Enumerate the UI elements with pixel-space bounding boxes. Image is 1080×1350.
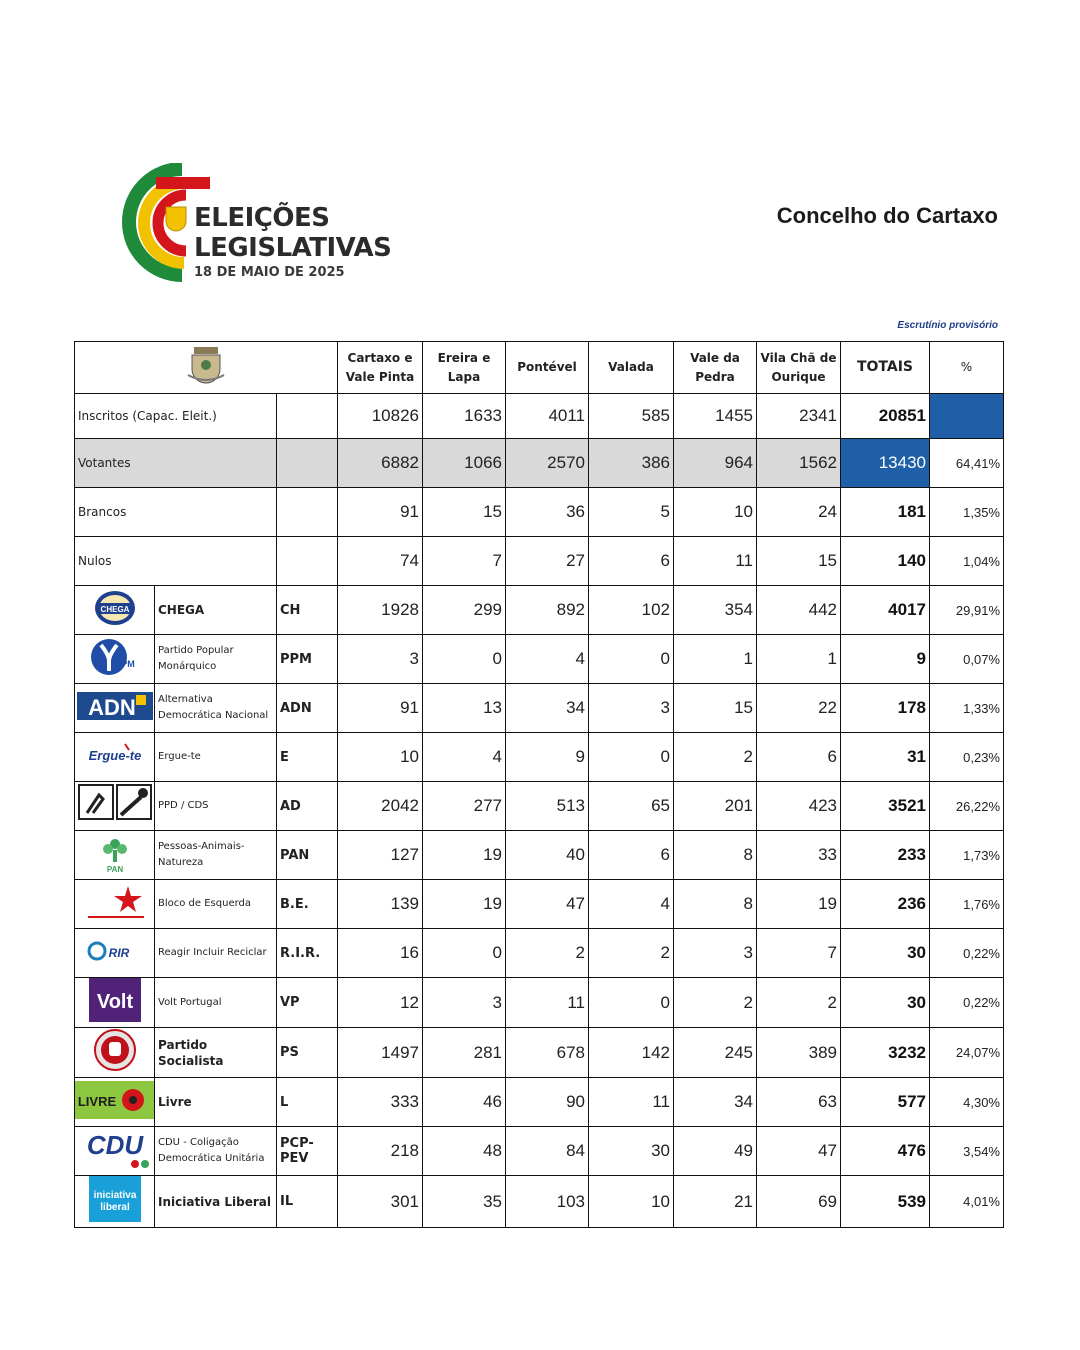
value-cell: 1928 bbox=[338, 586, 423, 635]
value-cell: 30 bbox=[589, 1127, 674, 1176]
value-cell: 11 bbox=[674, 537, 757, 586]
adn-logo bbox=[76, 689, 154, 728]
value-cell: 442 bbox=[757, 586, 841, 635]
empty-cell bbox=[277, 394, 338, 439]
value-cell: 964 bbox=[674, 439, 757, 488]
value-cell: 4 bbox=[506, 635, 589, 684]
pct-cell: 64,41% bbox=[930, 439, 1004, 488]
value-cell: 1455 bbox=[674, 394, 757, 439]
pct-cell: 1,76% bbox=[930, 880, 1004, 929]
total-cell: 3521 bbox=[841, 782, 930, 831]
party-name: Volt Portugal bbox=[155, 978, 277, 1028]
value-cell: 0 bbox=[423, 929, 506, 978]
value-cell: 3 bbox=[674, 929, 757, 978]
party-logo-cell bbox=[75, 880, 155, 929]
pan-logo bbox=[95, 832, 135, 879]
empty-cell bbox=[277, 488, 338, 537]
value-cell: 1562 bbox=[757, 439, 841, 488]
value-cell: 36 bbox=[506, 488, 589, 537]
pct-cell bbox=[930, 394, 1004, 439]
value-cell: 27 bbox=[506, 537, 589, 586]
col-header-totals: TOTAIS bbox=[841, 342, 930, 394]
rir-logo bbox=[85, 936, 145, 971]
party-name: Partido Popular Monárquico bbox=[155, 635, 277, 684]
crest-cell bbox=[75, 342, 338, 394]
col-header: Valada bbox=[589, 342, 674, 394]
value-cell: 386 bbox=[589, 439, 674, 488]
value-cell: 2 bbox=[674, 733, 757, 782]
value-cell: 4 bbox=[423, 733, 506, 782]
total-cell: 3232 bbox=[841, 1028, 930, 1078]
value-cell: 139 bbox=[338, 880, 423, 929]
erguete-logo bbox=[85, 740, 145, 775]
value-cell: 69 bbox=[757, 1176, 841, 1228]
value-cell: 678 bbox=[506, 1028, 589, 1078]
value-cell: 15 bbox=[423, 488, 506, 537]
party-abbr: CH bbox=[277, 586, 338, 635]
value-cell: 7 bbox=[423, 537, 506, 586]
value-cell: 513 bbox=[506, 782, 589, 831]
value-cell: 21 bbox=[674, 1176, 757, 1228]
value-cell: 245 bbox=[674, 1028, 757, 1078]
value-cell: 2 bbox=[506, 929, 589, 978]
value-cell: 6 bbox=[757, 733, 841, 782]
value-cell: 1633 bbox=[423, 394, 506, 439]
il-logo bbox=[89, 1176, 141, 1227]
pct-cell: 0,23% bbox=[930, 733, 1004, 782]
party-logo-cell bbox=[75, 635, 155, 684]
value-cell: 15 bbox=[674, 684, 757, 733]
summary-row-inscritos bbox=[75, 394, 1004, 439]
party-abbr: ADN bbox=[277, 684, 338, 733]
results-table bbox=[74, 341, 1004, 1228]
svg-text:PAN: PAN bbox=[106, 864, 123, 874]
value-cell: 201 bbox=[674, 782, 757, 831]
total-cell: 30 bbox=[841, 929, 930, 978]
party-logo-cell bbox=[75, 1078, 155, 1127]
value-cell: 0 bbox=[589, 978, 674, 1028]
party-logo-cell bbox=[75, 733, 155, 782]
value-cell: 46 bbox=[423, 1078, 506, 1127]
party-row bbox=[75, 586, 1004, 635]
party-logo-cell bbox=[75, 929, 155, 978]
party-name: CHEGA bbox=[155, 586, 277, 635]
value-cell: 6 bbox=[589, 537, 674, 586]
value-cell: 333 bbox=[338, 1078, 423, 1127]
value-cell: 585 bbox=[589, 394, 674, 439]
svg-text:CHEGA: CHEGA bbox=[100, 604, 129, 614]
total-cell: 181 bbox=[841, 488, 930, 537]
value-cell: 0 bbox=[589, 635, 674, 684]
party-abbr: PS bbox=[277, 1028, 338, 1078]
pct-cell: 4,30% bbox=[930, 1078, 1004, 1127]
party-logo-cell bbox=[75, 978, 155, 1028]
col-header: Cartaxo e Vale Pinta bbox=[338, 342, 423, 394]
value-cell: 47 bbox=[506, 880, 589, 929]
party-name: Partido Socialista bbox=[155, 1028, 277, 1078]
party-name: Bloco de Esquerda bbox=[155, 880, 277, 929]
value-cell: 33 bbox=[757, 831, 841, 880]
value-cell: 389 bbox=[757, 1028, 841, 1078]
value-cell: 142 bbox=[589, 1028, 674, 1078]
party-row bbox=[75, 929, 1004, 978]
value-cell: 10 bbox=[338, 733, 423, 782]
chega-logo bbox=[89, 588, 141, 633]
party-name: Iniciativa Liberal bbox=[155, 1176, 277, 1228]
value-cell: 35 bbox=[423, 1176, 506, 1228]
pct-cell: 0,22% bbox=[930, 978, 1004, 1028]
value-cell: 11 bbox=[589, 1078, 674, 1127]
value-cell: 892 bbox=[506, 586, 589, 635]
value-cell: 19 bbox=[423, 880, 506, 929]
value-cell: 19 bbox=[757, 880, 841, 929]
pct-cell: 4,01% bbox=[930, 1176, 1004, 1228]
page-title: Concelho do Cartaxo bbox=[776, 203, 998, 228]
total-cell: 233 bbox=[841, 831, 930, 880]
logo-title-line1: ELEIÇÕES bbox=[194, 203, 330, 233]
value-cell: 15 bbox=[757, 537, 841, 586]
party-name: PPD / CDS bbox=[155, 782, 277, 831]
empty-cell bbox=[277, 439, 338, 488]
value-cell: 34 bbox=[674, 1078, 757, 1127]
row-label: Inscritos (Capac. Eleit.) bbox=[75, 394, 277, 439]
party-abbr: B.E. bbox=[277, 880, 338, 929]
party-abbr: R.I.R. bbox=[277, 929, 338, 978]
table-header-row bbox=[75, 342, 1004, 394]
value-cell: 22 bbox=[757, 684, 841, 733]
party-name: Pessoas-Animais-Natureza bbox=[155, 831, 277, 880]
value-cell: 11 bbox=[506, 978, 589, 1028]
party-name: Alternativa Democrática Nacional bbox=[155, 684, 277, 733]
pct-cell: 1,73% bbox=[930, 831, 1004, 880]
pct-cell: 3,54% bbox=[930, 1127, 1004, 1176]
total-cell: 9 bbox=[841, 635, 930, 684]
value-cell: 10 bbox=[674, 488, 757, 537]
party-row bbox=[75, 880, 1004, 929]
total-cell: 236 bbox=[841, 880, 930, 929]
total-cell: 577 bbox=[841, 1078, 930, 1127]
pct-cell: 1,35% bbox=[930, 488, 1004, 537]
ad-logo bbox=[77, 783, 153, 830]
summary-row-brancos bbox=[75, 488, 1004, 537]
value-cell: 3 bbox=[423, 978, 506, 1028]
party-abbr: E bbox=[277, 733, 338, 782]
party-row bbox=[75, 1078, 1004, 1127]
value-cell: 127 bbox=[338, 831, 423, 880]
value-cell: 9 bbox=[506, 733, 589, 782]
value-cell: 8 bbox=[674, 880, 757, 929]
row-label: Brancos bbox=[75, 488, 277, 537]
value-cell: 16 bbox=[338, 929, 423, 978]
party-abbr: PAN bbox=[277, 831, 338, 880]
party-logo-cell bbox=[75, 1176, 155, 1228]
total-cell: 140 bbox=[841, 537, 930, 586]
value-cell: 48 bbox=[423, 1127, 506, 1176]
row-label: Votantes bbox=[75, 439, 277, 488]
total-cell: 30 bbox=[841, 978, 930, 1028]
value-cell: 19 bbox=[423, 831, 506, 880]
party-abbr: AD bbox=[277, 782, 338, 831]
value-cell: 3 bbox=[589, 684, 674, 733]
col-header: Vila Chã de Ourique bbox=[757, 342, 841, 394]
value-cell: 10826 bbox=[338, 394, 423, 439]
pct-cell: 1,33% bbox=[930, 684, 1004, 733]
value-cell: 2 bbox=[674, 978, 757, 1028]
pct-cell: 0,07% bbox=[930, 635, 1004, 684]
value-cell: 1 bbox=[674, 635, 757, 684]
value-cell: 49 bbox=[674, 1127, 757, 1176]
party-logo-cell bbox=[75, 1127, 155, 1176]
col-header: Ereira e Lapa bbox=[423, 342, 506, 394]
party-logo-cell bbox=[75, 586, 155, 635]
value-cell: 3 bbox=[338, 635, 423, 684]
value-cell: 102 bbox=[589, 586, 674, 635]
ps-logo bbox=[89, 1028, 141, 1077]
svg-text:PPM: PPM bbox=[114, 658, 135, 669]
value-cell: 84 bbox=[506, 1127, 589, 1176]
svg-text:RIR: RIR bbox=[108, 945, 129, 960]
value-cell: 91 bbox=[338, 684, 423, 733]
value-cell: 299 bbox=[423, 586, 506, 635]
value-cell: 47 bbox=[757, 1127, 841, 1176]
party-row bbox=[75, 1127, 1004, 1176]
value-cell: 354 bbox=[674, 586, 757, 635]
party-row bbox=[75, 1176, 1004, 1228]
value-cell: 74 bbox=[338, 537, 423, 586]
value-cell: 7 bbox=[757, 929, 841, 978]
value-cell: 2 bbox=[757, 978, 841, 1028]
value-cell: 0 bbox=[589, 733, 674, 782]
value-cell: 6 bbox=[589, 831, 674, 880]
party-row bbox=[75, 733, 1004, 782]
value-cell: 281 bbox=[423, 1028, 506, 1078]
total-cell: 178 bbox=[841, 684, 930, 733]
party-logo-cell bbox=[75, 684, 155, 733]
elections-logo bbox=[104, 163, 392, 293]
value-cell: 0 bbox=[423, 635, 506, 684]
party-abbr: L bbox=[277, 1078, 338, 1127]
value-cell: 218 bbox=[338, 1127, 423, 1176]
party-logo-cell bbox=[75, 1028, 155, 1078]
value-cell: 4011 bbox=[506, 394, 589, 439]
party-name: Reagir Incluir Reciclar bbox=[155, 929, 277, 978]
pct-cell: 26,22% bbox=[930, 782, 1004, 831]
value-cell: 2570 bbox=[506, 439, 589, 488]
value-cell: 91 bbox=[338, 488, 423, 537]
value-cell: 301 bbox=[338, 1176, 423, 1228]
party-abbr: PPM bbox=[277, 635, 338, 684]
pct-cell: 24,07% bbox=[930, 1028, 1004, 1078]
logo-date: 18 DE MAIO DE 2025 bbox=[194, 265, 345, 280]
svg-text:Volt: Volt bbox=[96, 991, 133, 1013]
status-label: Escrutínio provisório bbox=[897, 320, 998, 331]
party-row bbox=[75, 1028, 1004, 1078]
value-cell: 5 bbox=[589, 488, 674, 537]
value-cell: 34 bbox=[506, 684, 589, 733]
value-cell: 4 bbox=[589, 880, 674, 929]
value-cell: 6882 bbox=[338, 439, 423, 488]
value-cell: 12 bbox=[338, 978, 423, 1028]
summary-row-nulos bbox=[75, 537, 1004, 586]
party-row bbox=[75, 782, 1004, 831]
total-cell: 31 bbox=[841, 733, 930, 782]
value-cell: 13 bbox=[423, 684, 506, 733]
svg-text:iniciativa: iniciativa bbox=[93, 1190, 136, 1201]
value-cell: 1 bbox=[757, 635, 841, 684]
value-cell: 277 bbox=[423, 782, 506, 831]
svg-text:Ergue-te: Ergue-te bbox=[88, 747, 141, 763]
summary-row-votantes bbox=[75, 439, 1004, 488]
party-logo-cell bbox=[75, 782, 155, 831]
party-abbr: VP bbox=[277, 978, 338, 1028]
pct-cell: 1,04% bbox=[930, 537, 1004, 586]
value-cell: 10 bbox=[589, 1176, 674, 1228]
value-cell: 2042 bbox=[338, 782, 423, 831]
party-logo-cell bbox=[75, 831, 155, 880]
total-cell: 13430 bbox=[841, 439, 930, 488]
value-cell: 1497 bbox=[338, 1028, 423, 1078]
party-row bbox=[75, 978, 1004, 1028]
value-cell: 8 bbox=[674, 831, 757, 880]
col-header-pct: % bbox=[930, 342, 1004, 394]
value-cell: 24 bbox=[757, 488, 841, 537]
total-cell: 476 bbox=[841, 1127, 930, 1176]
row-label: Nulos bbox=[75, 537, 277, 586]
party-abbr: IL bbox=[277, 1176, 338, 1228]
svg-text:ADN: ADN bbox=[87, 694, 136, 720]
value-cell: 2341 bbox=[757, 394, 841, 439]
value-cell: 40 bbox=[506, 831, 589, 880]
total-cell: 4017 bbox=[841, 586, 930, 635]
col-header: Pontével bbox=[506, 342, 589, 394]
pct-cell: 0,22% bbox=[930, 929, 1004, 978]
value-cell: 2 bbox=[589, 929, 674, 978]
party-name: Livre bbox=[155, 1078, 277, 1127]
svg-text:LIVRE: LIVRE bbox=[77, 1093, 117, 1109]
livre-logo bbox=[75, 1081, 155, 1124]
party-name: Ergue-te bbox=[155, 733, 277, 782]
be-logo bbox=[80, 882, 150, 927]
municipal-crest-icon bbox=[184, 345, 228, 385]
value-cell: 423 bbox=[757, 782, 841, 831]
value-cell: 1066 bbox=[423, 439, 506, 488]
total-cell: 539 bbox=[841, 1176, 930, 1228]
pct-cell: 29,91% bbox=[930, 586, 1004, 635]
value-cell: 103 bbox=[506, 1176, 589, 1228]
party-row bbox=[75, 684, 1004, 733]
value-cell: 90 bbox=[506, 1078, 589, 1127]
party-name: CDU - Coligação Democrática Unitária bbox=[155, 1127, 277, 1176]
logo-title-line2: LEGISLATIVAS bbox=[194, 233, 392, 263]
value-cell: 63 bbox=[757, 1078, 841, 1127]
total-cell: 20851 bbox=[841, 394, 930, 439]
party-row bbox=[75, 635, 1004, 684]
party-abbr: PCP-PEV bbox=[277, 1127, 338, 1176]
svg-text:liberal: liberal bbox=[99, 1202, 130, 1213]
svg-text:CDU: CDU bbox=[86, 1129, 144, 1160]
ppm-logo bbox=[89, 637, 141, 682]
value-cell: 65 bbox=[589, 782, 674, 831]
party-row bbox=[75, 831, 1004, 880]
volt-logo bbox=[89, 978, 141, 1027]
col-header: Vale da Pedra bbox=[674, 342, 757, 394]
empty-cell bbox=[277, 537, 338, 586]
cdu-logo bbox=[75, 1128, 155, 1175]
